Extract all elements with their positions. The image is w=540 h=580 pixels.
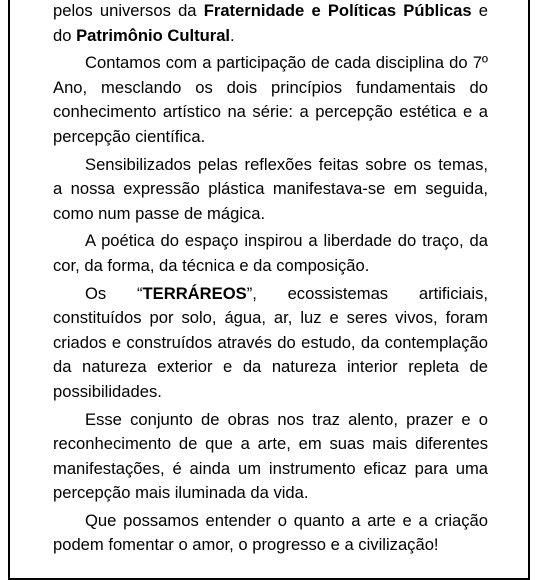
- body-text: [53, 0, 488, 558]
- paragraph-7: Que possamos entender o quanto a arte e a criação podem fomentar o amor, o progresso e a civilização!: [53, 510, 488, 555]
- paragraph-6: Esse conjunto de obras nos traz alento, prazer e o reconhecimento de que a arte, em suas mais diferentes manifestações, é ainda um instrumento eficaz para uma percepção mais iluminada da vida.: [53, 409, 488, 503]
- paragraph-2: Contamos com a participação de cada disciplina do 7º Ano, mesclando os dois princípios fundamentais do conhecimento artístico na série: a percepção estética e a percepção científica.: [53, 53, 488, 146]
- bold-term-fraternidade: Fraternidade e Políticas Públicas: [203, 1, 472, 20]
- bold-term-terrareos: TERRÁREOS: [142, 283, 247, 303]
- paragraph-5: Os “TERRÁREOS”, ecossistemas artificiais, constituídos por solo, água, ar, luz e seres vivos, foram criados e construídos através do estudo, da contemplação da natureza exterior e da natureza interior repleta de possibilidades.: [53, 283, 489, 401]
- bold-term-patrimonio: Patrimônio Cultural: [76, 25, 231, 45]
- paragraph-4: A poética do espaço inspirou a liberdade do traço, da cor, da forma, da técnica e da composição.: [53, 231, 488, 275]
- paragraph-3: Sensibilizados pelas reflexões feitas sobre os temas, a nossa expressão plástica manifestava-se em seguida, como num passe de mágica.: [53, 154, 488, 223]
- paragraph-1: pelos universos da Fraternidade e Políticas Públicas e do Patrimônio Cultural.: [53, 1, 488, 45]
